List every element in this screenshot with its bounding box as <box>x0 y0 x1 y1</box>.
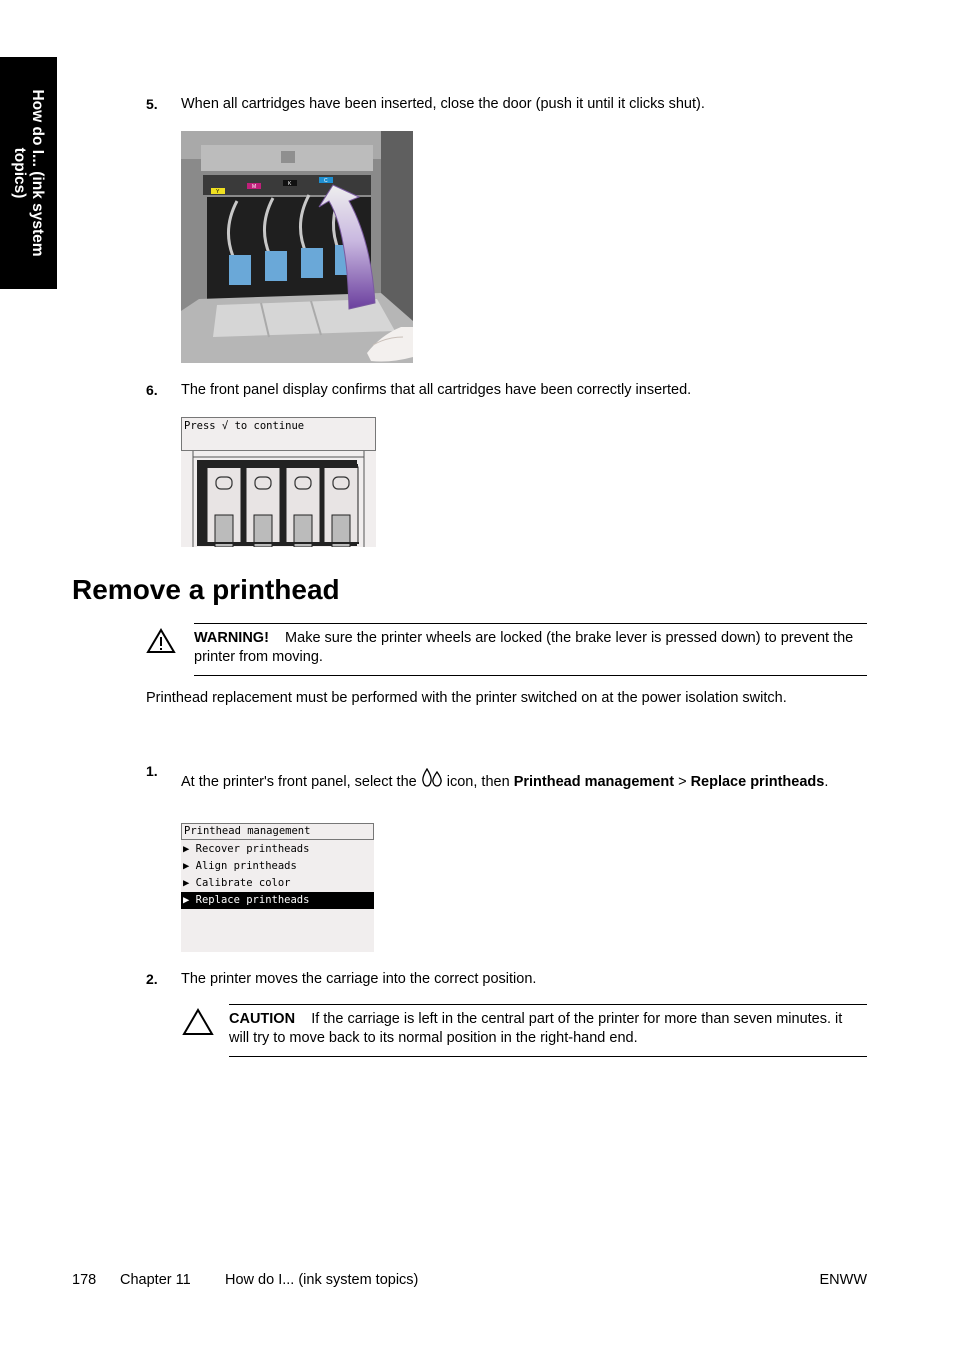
side-tab-label: How do I... (ink system topics) <box>11 89 46 257</box>
menu-item-align[interactable]: ▶ Align printheads <box>183 860 297 872</box>
menu-item-recover[interactable]: ▶ Recover printheads <box>183 843 310 855</box>
caution-top-rule <box>229 1004 867 1005</box>
caution-bottom-rule <box>229 1056 867 1057</box>
warning-text <box>194 629 864 667</box>
cartridge-label-k: K <box>288 181 292 187</box>
step-number: 1. <box>146 763 158 779</box>
intro-paragraph: Printhead replacement must be performed with the printer switched on at the power isolation switch. <box>146 690 787 706</box>
cartridge-door-photo <box>181 131 413 363</box>
footer-enww: ENWW <box>819 1272 867 1288</box>
section-title: Remove a printhead <box>72 574 340 605</box>
caution-body: If the carriage is left in the central part of the printer for more than seven minutes. it will try to move back to its normal position in the right-hand end. <box>229 1011 843 1046</box>
caution-text <box>229 1010 859 1048</box>
step-number: 5. <box>146 96 158 112</box>
warning-icon <box>146 628 176 654</box>
warning-label: WARNING! <box>194 630 269 646</box>
menu-item-calibrate[interactable]: ▶ Calibrate color <box>183 877 291 889</box>
footer-chapter: Chapter 11 <box>120 1272 191 1288</box>
step-number: 2. <box>146 971 158 987</box>
lcd-message: Press √ to continue <box>184 420 305 432</box>
cartridge-label-c: C <box>324 178 328 184</box>
lcd-message-box <box>181 417 376 451</box>
menu-title-box <box>181 823 374 840</box>
front-panel-menu <box>181 823 374 952</box>
caution-icon <box>182 1008 214 1036</box>
step-text: The front panel display confirms that all cartridges have been correctly inserted. <box>181 382 692 398</box>
step-number: 6. <box>146 382 158 398</box>
ink-drops-icon <box>421 768 443 788</box>
cartridge-slots-graphic <box>181 451 376 547</box>
step-text: At the printer's front panel, select the icon, then Printhead management > Replace printheads. <box>181 768 841 792</box>
warning-bottom-rule <box>194 675 867 676</box>
menu-title: Printhead management <box>184 825 311 837</box>
caution-label: CAUTION <box>229 1011 296 1027</box>
footer-chapter-title: How do I... (ink system topics) <box>225 1272 419 1288</box>
step-text: When all cartridges have been inserted, close the door (push it until it clicks shut). <box>181 96 705 112</box>
warning-top-rule <box>194 623 867 624</box>
footer-page-number: 178 <box>72 1272 97 1288</box>
menu-item-replace-selected[interactable]: ▶ Replace printheads <box>181 892 374 909</box>
side-tab <box>0 57 57 289</box>
cartridge-label-y: Y <box>216 189 220 195</box>
front-panel-display-confirm <box>181 417 376 547</box>
warning-body: Make sure the printer wheels are locked (the brake lever is pressed down) to prevent the printer from moving. <box>194 630 854 665</box>
cartridge-label-m: M <box>252 184 257 190</box>
step-text: The printer moves the carriage into the correct position. <box>181 971 537 987</box>
